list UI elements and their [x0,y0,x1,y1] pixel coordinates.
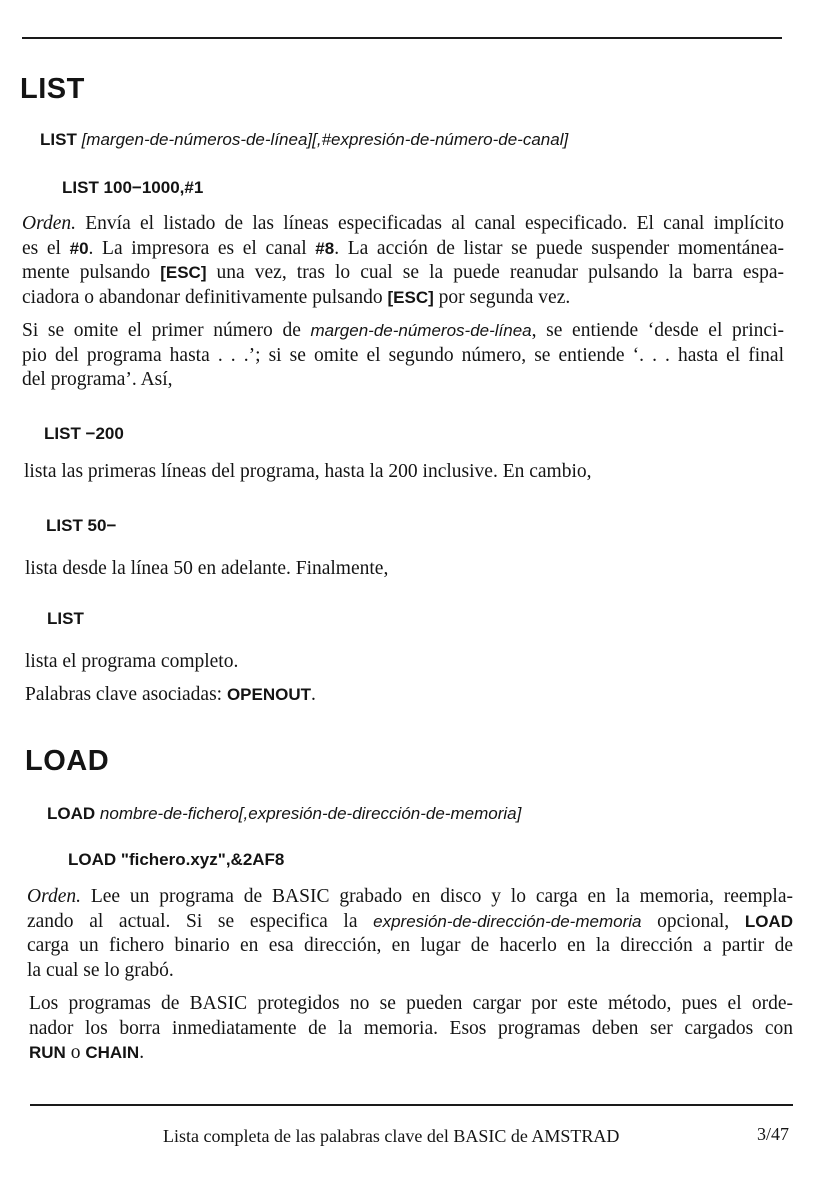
text-line [22,344,784,369]
list-heading: LIST [20,73,85,105]
load-paragraph-1 [27,885,793,983]
orden-label: Orden. [22,213,76,234]
text-run: pio del programa hasta . . .’; si se omite el segundo número, se entiende ‘. . . hasta el final [22,344,784,366]
text-run: Lee un programa de BASIC grabado en disco y lo carga en la memoria, reempla- [80,886,793,907]
list-example-3: LIST 50− [46,516,117,535]
list-paragraph-2 [22,319,784,393]
text-run: una vez, tras lo cual se la puede reanudar pulsando la barra espa- [206,262,784,283]
text-line [27,910,793,935]
text-line [22,261,784,286]
top-rule [22,37,782,39]
text-run: . [139,1042,145,1063]
list-paragraph-4: lista desde la línea 50 en adelante. Finalmente, [25,558,389,579]
text-line [22,286,784,311]
keyword: RUN [29,1043,66,1062]
keyword: LOAD [744,911,793,931]
text-run: es el [22,237,70,259]
load-syntax [47,804,521,824]
load-example: LOAD "fichero.xyz",&2AF8 [68,850,285,869]
text-run: . La impresora es el canal [88,237,316,259]
text-line [22,319,784,344]
list-paragraph-1 [22,212,784,310]
list-example-4: LIST [47,609,84,628]
channel-code: #0 [69,238,89,258]
orden-label: Orden. [27,886,81,907]
text-run: . La acción de listar se puede suspender momentánea- [334,237,784,259]
text-line [22,237,784,262]
text-line [27,959,793,984]
load-heading: LOAD [25,745,110,777]
text-run: opcional, [641,910,745,932]
text-run: ciadora o abandonar definitivamente pulsando [22,286,388,308]
text-run: . [311,684,316,705]
list-syntax [40,130,568,150]
text-run: o [65,1042,86,1063]
list-syntax-args: [margen-de-números-de-línea][,#expresión-de-número-de-canal] [81,130,569,149]
text-run: del programa’. Así, [22,369,173,390]
text-run: nador los borra inmediatamente de la memoria. Esos programas deben ser cargados con [29,1017,793,1039]
text-run: la cual se lo grabó. [27,959,174,981]
text-run: , se entiende ‘desde el princi- [531,320,784,341]
esc-key: [ESC] [160,263,207,282]
load-paragraph-2 [29,992,793,1066]
text-run: mente pulsando [22,262,161,283]
keyword: CHAIN [85,1043,140,1062]
text-line [22,368,784,393]
load-syntax-keyword: LOAD [47,804,96,823]
text-line [29,992,793,1017]
list-paragraph-3: lista las primeras líneas del programa, hasta la 200 inclusive. En cambio, [24,461,592,482]
load-syntax-args: nombre-de-fichero[,expresión-de-dirección-de-memoria] [99,804,522,823]
list-example: LIST 100−1000,#1 [62,178,204,197]
text-line [27,885,793,910]
bottom-rule [30,1104,793,1106]
text-run: Los programas de BASIC protegidos no se pueden cargar por este método, pues el orde- [29,993,793,1014]
list-example-2: LIST −200 [44,424,124,443]
channel-code: #8 [315,238,335,258]
page-number: 3/47 [757,1124,790,1144]
list-syntax-keyword: LIST [40,130,77,149]
text-line [27,934,793,959]
text-run: por segunda vez. [433,286,571,308]
text-line [29,1041,793,1066]
argument-name: expresión-de-dirección-de-memoria [373,911,642,931]
related-keyword: OPENOUT [226,685,312,704]
text-run: Envía el listado de las líneas especificadas al canal especificado. El canal implícito [75,213,784,234]
text-line [22,212,784,237]
related-label: Palabras clave asociadas: [25,684,227,705]
list-paragraph-5: lista el programa completo. [25,651,239,672]
list-related-keywords [25,684,316,706]
footer-title: Lista completa de las palabras clave del BASIC de AMSTRAD [163,1126,620,1146]
text-run: carga un fichero binario en esa dirección, en lugar de hacerlo en la dirección a partir de [27,935,793,956]
esc-key: [ESC] [387,287,434,307]
text-run: zando al actual. Si se especifica la [27,910,374,932]
argument-name: margen-de-números-de-línea [310,321,532,340]
text-run: Si se omite el primer número de [22,320,311,341]
text-line [29,1017,793,1042]
